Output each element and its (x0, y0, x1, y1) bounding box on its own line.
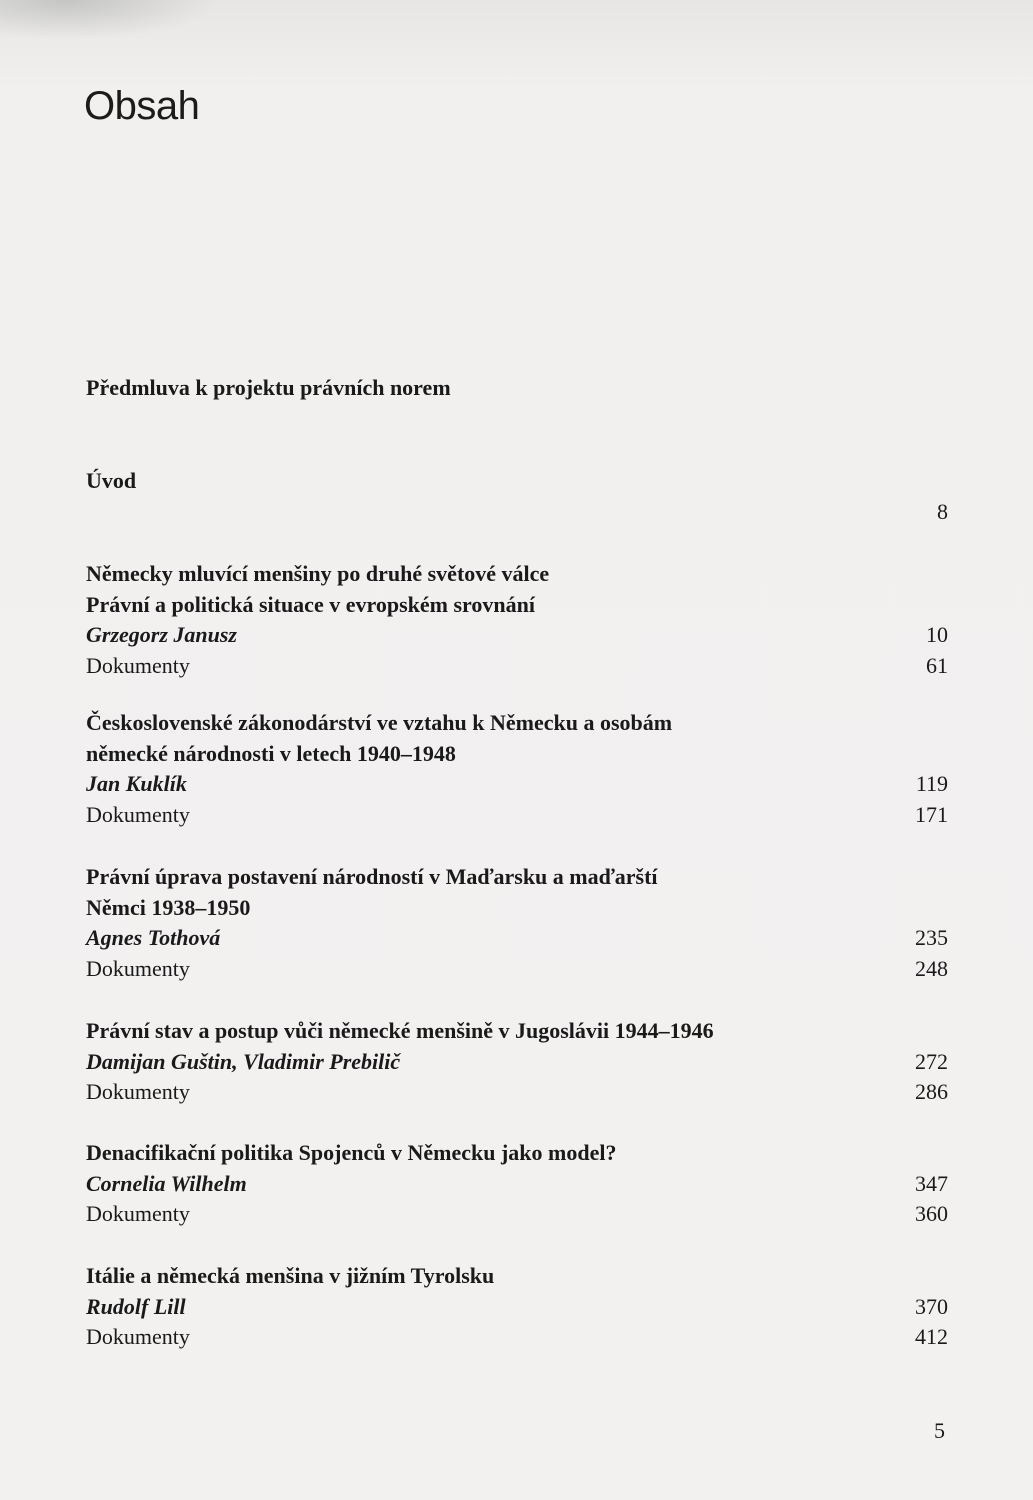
toc-documents: Dokumenty (86, 1079, 190, 1104)
toc-documents: Dokumenty (86, 1324, 190, 1349)
toc-title-cont: německé národnosti v letech 1940–1948 (86, 740, 456, 766)
toc-documents-line (86, 800, 948, 831)
toc-page-number: 347 (915, 1170, 948, 1196)
toc-title-cont: Němci 1938–1950 (86, 894, 251, 920)
toc-page-line (86, 497, 948, 528)
toc-documents: Dokumenty (86, 801, 190, 827)
toc-page-number: 235 (915, 925, 948, 950)
toc-page-number: 248 (915, 955, 948, 981)
toc-title-line (86, 373, 948, 404)
toc-author: Damijan Guštin, Vladimir Prebilič (86, 1048, 401, 1074)
toc-page-number: 272 (915, 1048, 948, 1074)
toc-author: Cornelia Wilhelm (86, 1170, 247, 1196)
toc-title: Právní stav a postup vůči německé menšině v Jugoslávii 1944–1946 (86, 1018, 714, 1043)
toc-documents-line (86, 1077, 948, 1108)
toc-documents-line (86, 651, 948, 682)
toc-author: Jan Kuklík (86, 771, 187, 796)
toc-author-line (86, 1292, 948, 1323)
toc-page-number: 61 (926, 652, 948, 678)
page-number: 5 (934, 1418, 945, 1443)
toc-documents: Dokumenty (86, 955, 190, 981)
toc-author-line (86, 1169, 948, 1200)
toc-page-number: 171 (915, 801, 948, 827)
toc-author-line (86, 620, 948, 651)
toc-entry-madarsko (86, 862, 948, 984)
toc-page-number: 370 (915, 1293, 948, 1319)
toc-entry-ceskoslovenske (86, 708, 948, 830)
page-title: Obsah (84, 84, 200, 128)
toc-title: Itálie a německá menšina v jižním Tyrolsku (86, 1263, 495, 1288)
toc-page-number: 119 (915, 771, 948, 796)
toc-author-line (86, 1047, 948, 1078)
toc-documents: Dokumenty (86, 1201, 190, 1226)
toc-title-line (86, 466, 948, 497)
toc-entry-denacifikace (86, 1138, 948, 1230)
toc-entry-predmluva (86, 373, 948, 404)
toc-page-number: 8 (937, 498, 948, 524)
toc-documents-line (86, 1322, 948, 1353)
toc-title: Předmluva k projektu právních norem (86, 375, 451, 400)
toc-subtitle: Právní a politická situace v evropském srovnání (86, 591, 535, 617)
toc-documents: Dokumenty (86, 652, 190, 678)
toc-author: Grzegorz Janusz (86, 622, 237, 647)
toc-title: Československé zákonodárství ve vztahu k Německu a osobám (86, 710, 673, 735)
toc-title: Denacifikační politika Spojenců v Německu jako model? (86, 1140, 617, 1165)
toc-documents-line (86, 954, 948, 985)
toc-author-line (86, 923, 948, 954)
toc-page-number: 286 (915, 1079, 948, 1104)
toc-title: Právní úprava postavení národností v Maďarsku a maďarští (86, 864, 658, 889)
toc-author: Agnes Tothová (86, 925, 221, 950)
toc-page-number: 360 (915, 1201, 948, 1226)
toc-entry-nemecky-mluvici (86, 559, 948, 681)
toc-author: Rudolf Lill (86, 1293, 186, 1319)
toc-entry-italie (86, 1261, 948, 1353)
toc-title: Německy mluvící menšiny po druhé světové válce (86, 561, 550, 586)
toc-title: Úvod (86, 468, 137, 493)
toc-page-number: 10 (926, 622, 948, 647)
toc-entry-uvod (86, 466, 948, 527)
toc-entry-jugoslavie (86, 1016, 948, 1108)
page-shadow (0, 0, 220, 40)
toc-author-line (86, 769, 948, 800)
toc-page-number: 412 (915, 1324, 948, 1349)
toc-documents-line (86, 1199, 948, 1230)
